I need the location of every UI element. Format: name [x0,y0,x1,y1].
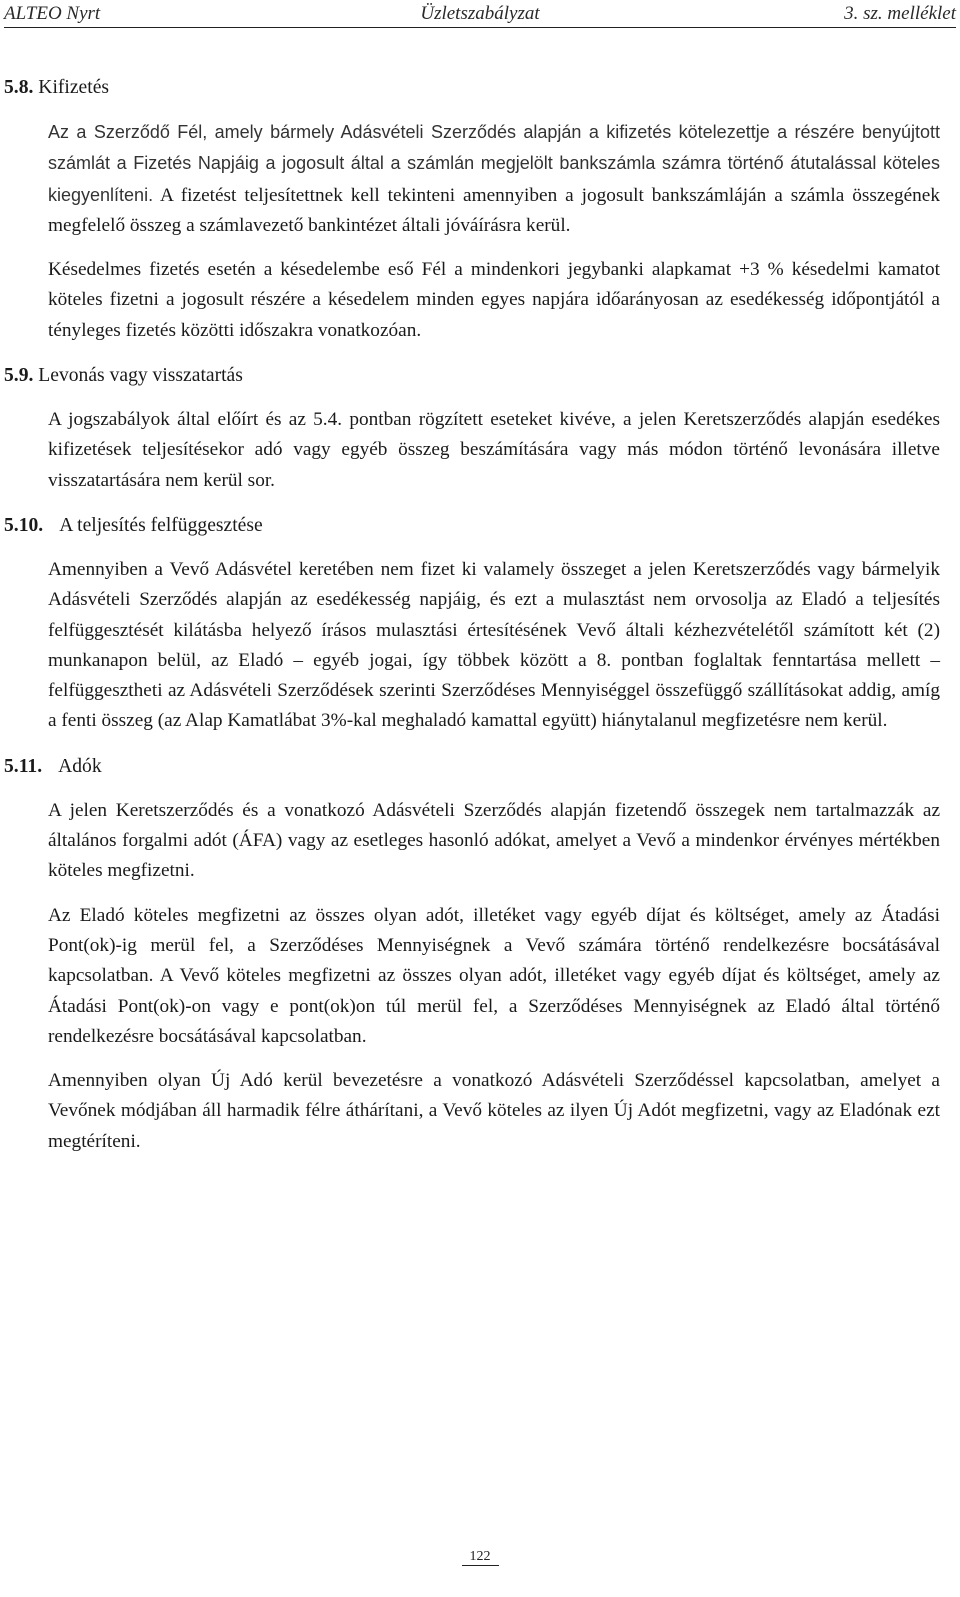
section-number: 5.10. [4,514,44,536]
paragraph: Amennyiben a Vevő Adásvétel keretében nem fizet ki valamely összeget a jelen Keretszerződés vagy bármelyik Adásvételi Szerződés alapján az esedékesség napjáig, és ezt a mulasztást nem orvosolja az Eladó a teljesítés felfüggesztését kilátásba helyező írásos mulasztási értesítésének Vevő általi kézhezvételétől számított két (2) munkanapon belül, az Eladó – egyéb jogai, így többek között a 8. pontban foglaltak fenntartása mellett – felfüggesztheti az Adásvételi Szerződések szerinti Szerződéses Mennyiséggel összefüggő szállításokat addig, amíg a fenti összeg (az Alap Kamatlábat 3%-kal meghaladó kamattal együtt) hiánytalanul megfizetésre nem kerül. [48,558,940,732]
section-title: Adók [58,755,102,777]
section-title: Kifizetés [38,77,110,98]
paragraph-text: A fizetést teljesítettnek kell tekinteni amennyiben a jogosult bankszámláján a számla összegének megfelelő összeg a számlavezető bankintézet általi jóváírásra kerül. [48,184,940,236]
paragraph: Amennyiben olyan Új Adó kerül bevezetésre a vonatkozó Adásvételi Szerződéssel kapcsolatban, amelyet a Vevőnek módjában áll harmadik félre áthárítani, a Vevő köteles az ilyen Új Adót megfizetni, vagy az Eladónak ezt megtéríteni. [48,1070,940,1152]
paragraph: Késedelmes fizetés esetén a késedelembe eső Fél a mindenkori jegybanki alapkamat +3 % késedelmi kamatot köteles fizetni a jogosult részére a késedelem minden egyes napjára időarányosan az esedékesség időpontjától a tényleges fizetés közötti időszakra vonatkozóan. [48,259,940,341]
section-heading-5-9 [4,360,940,392]
paragraph: A jogszabályok által előírt és az 5.4. pontban rögzített eseteket kivéve, a jelen Keretszerződés alapján esedékes kifizetések teljesítésekor adó vagy egyéb összeg beszámítására vagy más módon történő levonására illetve visszatartására nem kerül sor. [48,409,940,491]
section-title: A teljesítés felfüggesztése [59,514,263,536]
paragraph-text: Az a Szerződő Fél, amely bármely Adásvételi Szerződés alapján a kifizetés kötelezettje a részére benyújtott számlát a Fizetés Napjáig a jogosult által a számlán megjelölt bankszámla számra történő átutalással köteles kiegyenlíteni. [48,122,940,205]
section-title: Levonás vagy visszatartás [38,365,243,387]
header-document-title: Üzletszabályzat [420,3,540,24]
section-number: 5.8. [4,77,34,98]
document-body [4,72,940,1171]
page-footer [0,1549,960,1573]
paragraph: Az Eladó köteles megfizetni az összes olyan adót, illetéket vagy egyéb díjat és költséget, amely az Átadási Pont(ok)-ig merül fel, a Szerződéses Mennyiségnek a Vevő számára történő rendelkezésre bocsátásával kapcsolatban. A Vevő köteles megfizetni az összes olyan adót, illetéket vagy egyéb díjat és költséget, amely az Átadási Pont(ok)-on vagy e pont(ok)on túl merül fel, a Szerződéses Mennyiségnek az Eladó által történő rendelkezésre bocsátásával kapcsolatban. [48,904,940,1047]
section-number: 5.9. [4,365,34,387]
section-number: 5.11. [4,755,43,777]
header-appendix: 3. sz. melléklet [844,3,956,24]
section-heading-5-10 [4,510,940,542]
page-number: 122 [462,1549,499,1566]
paragraph: A jelen Keretszerződés és a vonatkozó Adásvételi Szerződés alapján fizetendő összegek nem tartalmazzák az általános forgalmi adót (ÁFA) vagy az esetleges hasonló adókat, amelyet a Vevő a mindenkor érvényes mértékben köteles megfizetni. [48,799,940,882]
header-company: ALTEO Nyrt [4,3,101,24]
paragraph [48,117,940,241]
section-heading-5-11 [4,751,940,783]
page-header [4,3,956,28]
section-heading-5-8 [4,72,940,104]
